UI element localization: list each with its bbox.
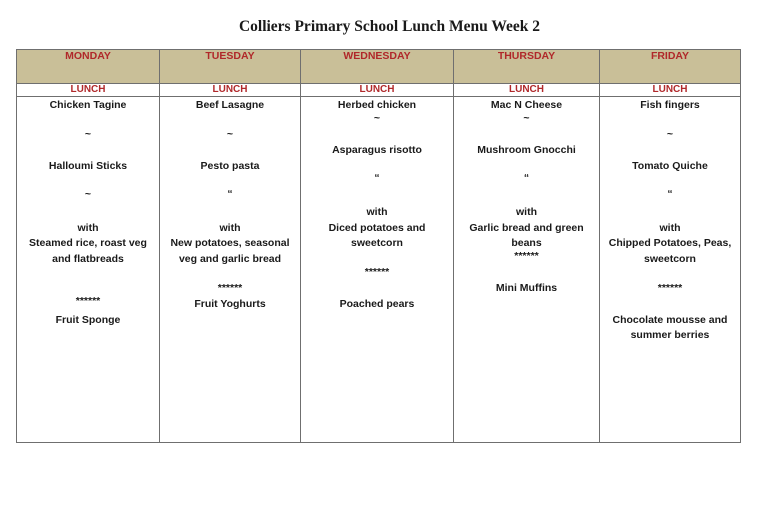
- menu-separator: “: [227, 188, 233, 200]
- menu-item: with: [659, 222, 681, 234]
- menu-separator: ~: [523, 112, 530, 124]
- day-header-wednesday: WEDNESDAY: [301, 50, 454, 84]
- day-header-friday: FRIDAY: [600, 50, 741, 84]
- menu-item: Poached pears: [339, 298, 415, 310]
- menu-item: Diced potatoes and: [328, 222, 426, 234]
- lunch-label-friday: LUNCH: [600, 84, 741, 97]
- lunch-label-tuesday: LUNCH: [160, 84, 301, 97]
- page-title: Colliers Primary School Lunch Menu Week 2: [238, 18, 541, 35]
- menu-item: Garlic bread and green: [469, 222, 584, 234]
- day-header-monday: MONDAY: [17, 50, 160, 84]
- menu-item: Halloumi Sticks: [48, 160, 128, 172]
- menu-item: Mini Muffins: [495, 282, 558, 294]
- menu-item: Beef Lasagne: [195, 99, 265, 111]
- menu-separator: ******: [217, 282, 243, 294]
- menu-item: Chocolate mousse and: [612, 314, 728, 326]
- menu-item: and flatbreads: [52, 253, 124, 265]
- menu-separator: ~: [84, 128, 92, 140]
- menu-cell-monday: [17, 97, 160, 443]
- menu-item: Chicken Tagine: [49, 99, 127, 111]
- day-header-thursday: THURSDAY: [454, 50, 600, 84]
- menu-separator: “: [667, 188, 673, 200]
- lunch-label-wednesday: LUNCH: [301, 84, 454, 97]
- menu-separator: ******: [657, 282, 683, 294]
- menu-item: Tomato Quiche: [632, 160, 708, 172]
- menu-cell-thursday: [454, 97, 600, 443]
- menu-item: sweetcorn: [351, 237, 403, 249]
- day-header-row: [17, 50, 741, 84]
- menu-cell-tuesday: [160, 97, 301, 443]
- menu-item: Chipped Potatoes, Peas,: [608, 237, 732, 249]
- menu-separator: ******: [75, 295, 101, 307]
- menu-cell-friday: [600, 97, 741, 443]
- day-header-tuesday: TUESDAY: [160, 50, 301, 84]
- menu-item: Asparagus risotto: [332, 144, 422, 156]
- menu-item: Fruit Yoghurts: [194, 298, 266, 310]
- menu-separator: ******: [364, 266, 390, 278]
- menu-item: with: [77, 222, 99, 234]
- lunch-menu-table: [16, 49, 741, 443]
- menu-separator: ******: [514, 250, 539, 262]
- menu-item: Fish fingers: [640, 99, 700, 111]
- menu-separator: ~: [373, 112, 381, 124]
- menu-item: Herbed chicken: [337, 99, 417, 111]
- menu-item: with: [516, 206, 537, 218]
- menu-item: Mac N Cheese: [490, 99, 563, 111]
- lunch-label-row: [17, 84, 741, 97]
- menu-item: summer berries: [630, 329, 710, 341]
- menu-cell-wednesday: [301, 97, 454, 443]
- menu-item: with: [219, 222, 241, 234]
- menu-item: Fruit Sponge: [55, 314, 121, 326]
- menu-item: beans: [511, 237, 542, 249]
- menu-item: sweetcorn: [644, 253, 696, 265]
- menu-separator: ~: [84, 188, 92, 200]
- menu-item: New potatoes, seasonal: [170, 237, 290, 249]
- menu-separator: ~: [666, 128, 674, 140]
- menu-item: Mushroom Gnocchi: [477, 144, 576, 156]
- lunch-label-thursday: LUNCH: [454, 84, 600, 97]
- lunch-label-monday: LUNCH: [17, 84, 160, 97]
- menu-items-row: [17, 97, 741, 443]
- menu-separator: “: [374, 172, 380, 184]
- menu-separator: ~: [226, 128, 234, 140]
- menu-item: Steamed rice, roast veg: [29, 237, 147, 249]
- menu-item: with: [366, 206, 388, 218]
- menu-item: Pesto pasta: [200, 160, 260, 172]
- menu-item: veg and garlic bread: [178, 253, 282, 265]
- menu-separator: “: [523, 172, 530, 184]
